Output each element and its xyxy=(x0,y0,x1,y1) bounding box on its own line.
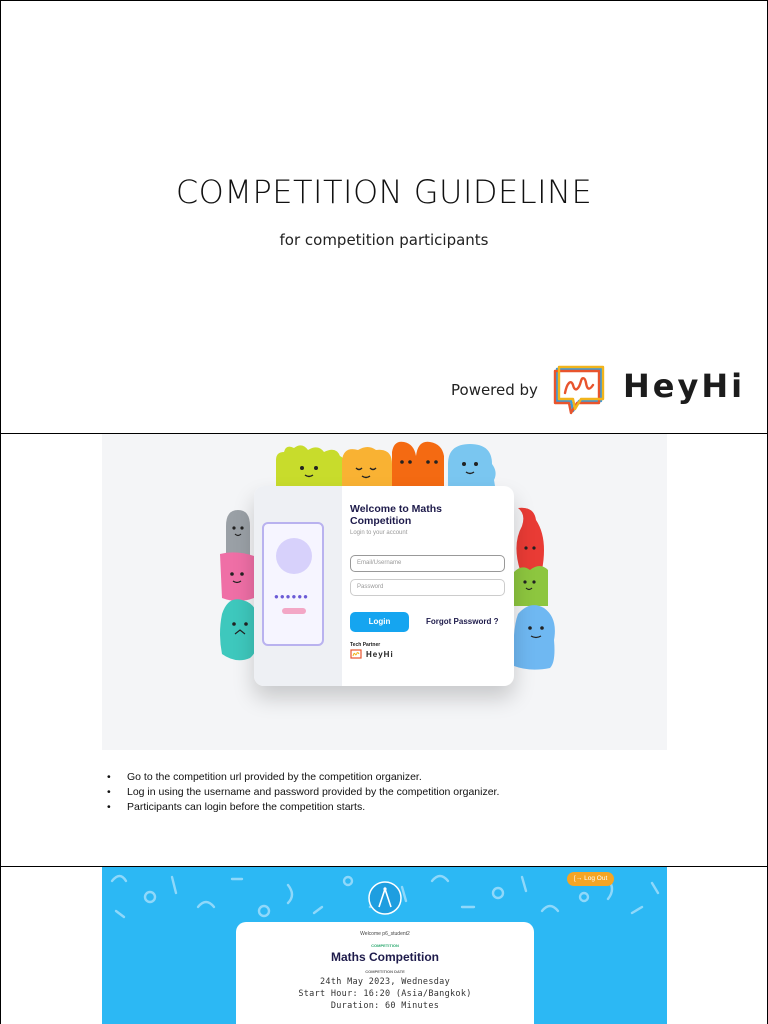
red-orange-monster-icon xyxy=(390,440,448,492)
slide-title: COMPETITION GUIDELINE xyxy=(175,173,593,211)
list-item: • Log in using the username and password provided by the competition organizer. xyxy=(107,785,499,800)
forgot-password-link[interactable]: Forgot Password ? xyxy=(426,617,499,626)
yellow-monster-icon xyxy=(272,442,350,492)
competition-date: 24th May 2023, Wednesday xyxy=(319,977,451,987)
competition-slide xyxy=(0,866,768,1024)
login-card xyxy=(254,486,514,686)
competition-title: Maths Competition xyxy=(331,950,439,964)
logout-label: Log Out xyxy=(584,875,608,882)
slide-subtitle: for competition participants xyxy=(279,231,489,249)
login-button[interactable]: Login xyxy=(350,612,409,632)
competition-duration: Duration: 60 Minutes xyxy=(330,1001,440,1011)
competition-start-hour: Start Hour: 16:20 (Asia/Bangkok) xyxy=(298,989,472,999)
logout-button[interactable] xyxy=(567,872,614,886)
heyhi-mini-logo-icon xyxy=(350,649,362,661)
heyhi-logo-icon xyxy=(551,363,607,417)
heyhi-wordmark: HeyHi xyxy=(623,367,746,405)
red-monster-icon xyxy=(510,504,548,570)
login-screenshot xyxy=(102,434,667,750)
list-item: • Participants can login before the competition starts. xyxy=(107,800,499,815)
login-slide xyxy=(0,433,768,867)
login-illustration xyxy=(254,486,342,686)
competition-screenshot xyxy=(102,867,667,1024)
login-title: Welcome to Maths Competition xyxy=(350,503,442,527)
list-item: • Go to the competition url provided by the competition organizer. xyxy=(107,770,499,785)
competition-date-label: COMPETITION DATE xyxy=(365,969,405,974)
competition-label: COMPETITION xyxy=(371,943,399,948)
illustration-button-shape xyxy=(282,608,306,614)
phone-illustration-icon xyxy=(262,522,324,646)
competition-logo-icon xyxy=(368,881,402,915)
welcome-text: Welcome p6_student2 xyxy=(360,931,410,937)
instruction-list xyxy=(107,770,499,815)
orange-monster-icon xyxy=(340,444,394,492)
partner-wordmark: HeyHi xyxy=(366,650,394,659)
login-subtitle: Login to your account xyxy=(350,530,408,536)
light-blue-monster-icon xyxy=(510,600,558,670)
email-field[interactable]: Email/Username xyxy=(350,555,505,572)
blue-monster-icon xyxy=(444,442,498,492)
competition-card xyxy=(236,922,534,1024)
title-slide xyxy=(0,0,768,434)
password-field[interactable]: Password xyxy=(350,579,505,596)
login-form xyxy=(350,486,510,686)
password-dots: ●●●●●● xyxy=(274,592,309,601)
logout-icon: [→ xyxy=(574,875,585,882)
avatar-icon xyxy=(276,538,312,574)
powered-by-label: Powered by xyxy=(451,381,538,399)
tech-partner-label: Tech Partner xyxy=(350,642,381,648)
